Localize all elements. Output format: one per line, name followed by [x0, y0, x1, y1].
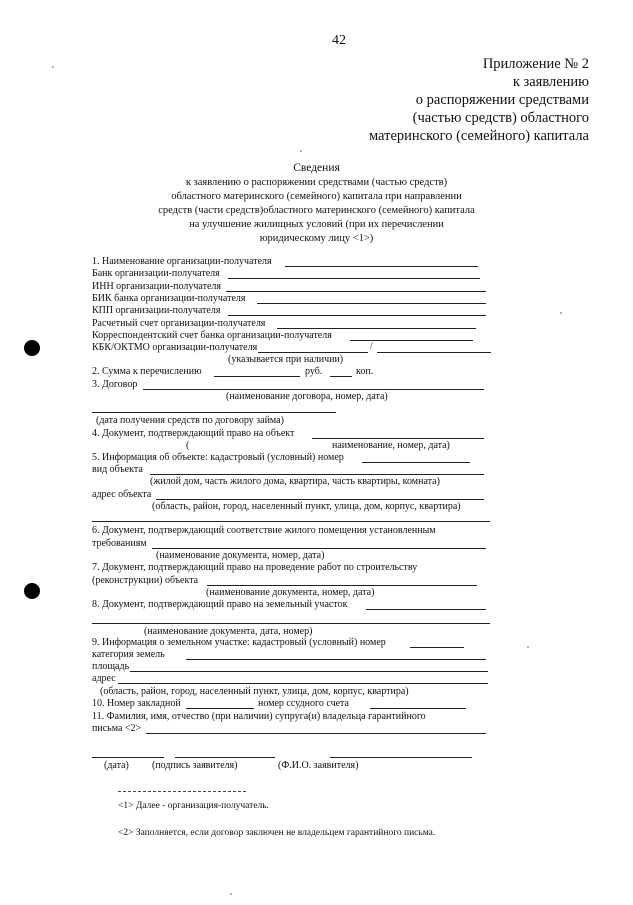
field-kbk-line[interactable] [258, 352, 368, 353]
appendix-line-2: к заявлению [512, 74, 589, 90]
field-object-address-line[interactable] [156, 499, 484, 500]
field-corr-account-line[interactable] [350, 340, 473, 341]
field-bank-label: Банк организации-получателя [92, 268, 220, 279]
field-land-right-doc-line-2[interactable] [92, 623, 490, 624]
field-land-area-label: площадь [92, 661, 130, 672]
field-sum-rub-line[interactable] [214, 376, 300, 377]
field-land-address-label: адрес [92, 673, 116, 684]
field-sum-rub-label: руб. [305, 366, 323, 377]
field-object-address-note: (область, район, город, населенный пункт, улица, дом, корпус, квартира) [152, 501, 461, 512]
field-land-area-line[interactable] [130, 671, 488, 672]
field-oktmo-line[interactable] [377, 352, 491, 353]
field-kpp-label: КПП организации-получателя [92, 305, 221, 316]
footnote-2: <2> Заполняется, если договор заключен не владельцем гарантийного письма. [118, 828, 436, 838]
field-housing-doc-label-1: 6. Документ, подтверждающий соответствие жилого помещения установленным [92, 525, 436, 536]
field-contract-note: (наименование договора, номер, дата) [226, 391, 388, 402]
field-land-address-note: (область, район, город, населенный пункт, улица, дом, корпус, квартира) [100, 686, 409, 697]
field-land-right-doc-label: 8. Документ, подтверждающий право на земельный участок [92, 599, 348, 610]
field-contract-label: 3. Договор [92, 379, 138, 390]
field-land-right-doc-note: (наименование документа, дата, номер) [144, 626, 313, 637]
field-object-address-label: адрес объекта [92, 489, 152, 500]
field-kpp-line[interactable] [228, 315, 486, 316]
field-loan-date-line[interactable] [92, 412, 336, 413]
title-line-3: областного материнского (семейного) капитала при направлении [171, 191, 462, 202]
field-construction-doc-label-2: (реконструкции) объекта [92, 575, 199, 586]
field-construction-doc-label-1: 7. Документ, подтверждающий право на проведение работ по строительству [92, 562, 418, 573]
field-account-line[interactable] [277, 328, 476, 329]
field-contract-line[interactable] [143, 389, 484, 390]
scan-speck [52, 66, 54, 68]
field-bik-line[interactable] [257, 303, 486, 304]
field-object-right-doc-note: наименование, номер, дата) [332, 440, 450, 451]
field-housing-doc-line[interactable] [152, 548, 486, 549]
footnote-separator [118, 791, 246, 792]
field-inn-label: ИНН организации-получателя [92, 281, 221, 292]
field-spouse-name-label-1: 11. Фамилия, имя, отчество (при наличии) супруга(и) владельца гарантийного [92, 711, 426, 722]
signature-date-caption: (дата) [104, 760, 129, 771]
field-object-cadastral-label: 5. Информация об объекте: кадастровый (условный) номер [92, 452, 344, 463]
appendix-line-3: о распоряжении средствами [415, 92, 589, 108]
field-kbk-label: КБК/ОКТМО организации-получателя [92, 342, 258, 353]
field-recipient-name-line[interactable] [285, 266, 478, 267]
field-spouse-name-line[interactable] [146, 733, 486, 734]
field-object-kind-label: вид объекта [92, 464, 143, 475]
signature-sign-caption: (подпись заявителя) [152, 760, 238, 771]
field-object-cadastral-line[interactable] [362, 462, 470, 463]
appendix-line-5: материнского (семейного) капитала [368, 128, 589, 144]
field-kbk-slash: / [370, 341, 373, 352]
field-bik-label: БИК банка организации-получателя [92, 293, 246, 304]
signature-sign-line[interactable] [175, 757, 275, 758]
field-object-right-doc-label: 4. Документ, подтверждающий право на объект [92, 428, 295, 439]
appendix-line-1: Приложение № 2 [482, 56, 589, 72]
field-construction-doc-note: (наименование документа, номер, дата) [206, 587, 375, 598]
field-inn-line[interactable] [226, 291, 486, 292]
field-sum-kop-label: коп. [356, 366, 374, 377]
field-mortgage-number-label: 10. Номер закладной [92, 698, 181, 709]
field-sum-kop-line[interactable] [330, 376, 352, 377]
field-object-address-line-2[interactable] [92, 521, 490, 522]
field-corr-account-label: Корреспондентский счет банка организации-получателя [92, 330, 332, 341]
appendix-line-4: (частью средств) областного [412, 110, 589, 126]
field-land-cadastral-line[interactable] [410, 647, 464, 648]
field-land-category-label: категория земель [92, 649, 165, 660]
field-sum-label: 2. Сумма к перечислению [92, 366, 202, 377]
title-line-4: средств (части средств)областного материнского (семейного) капитала [158, 205, 475, 216]
field-kbk-note: (указывается при наличии) [228, 354, 344, 365]
field-object-right-doc-note-open: ( [186, 440, 190, 451]
signature-fio-caption: (Ф.И.О. заявителя) [278, 760, 359, 771]
field-object-kind-note: (жилой дом, часть жилого дома, квартира, часть квартиры, комната) [150, 476, 440, 487]
field-land-category-line[interactable] [186, 659, 486, 660]
field-account-label: Расчетный счет организации-получателя [92, 318, 266, 329]
title-line-6: юридическому лицу <1>) [259, 233, 374, 244]
field-spouse-name-label-2: письма <2> [92, 723, 142, 734]
field-mortgage-number-line[interactable] [186, 708, 254, 709]
scan-speck [527, 646, 529, 648]
punch-hole-bottom [24, 583, 40, 599]
signature-fio-line[interactable] [330, 757, 472, 758]
footnote-1: <1> Далее - организация-получатель. [118, 801, 269, 811]
field-object-kind-line[interactable] [150, 474, 484, 475]
signature-date-line[interactable] [92, 757, 164, 758]
page-number: 42 [332, 33, 346, 48]
field-land-cadastral-label: 9. Информация о земельном участке: кадастровый (условный) номер [92, 637, 386, 648]
scan-speck [560, 312, 562, 314]
field-loan-account-line[interactable] [370, 708, 466, 709]
punch-hole-top [24, 340, 40, 356]
title-line-5: на улучшение жилищных условий (при их перечислении [189, 219, 444, 230]
field-housing-doc-label-2: требованиям [92, 538, 147, 549]
field-housing-doc-note: (наименование документа, номер, дата) [156, 550, 325, 561]
field-recipient-name-label: 1. Наименование организации-получателя [92, 256, 272, 267]
field-object-right-doc-line[interactable] [312, 438, 484, 439]
title-heading: Сведения [293, 162, 340, 174]
field-loan-date-note: (дата получения средств по договору займа) [96, 415, 284, 426]
field-loan-account-label: номер ссудного счета [258, 698, 349, 709]
scan-speck [230, 893, 232, 895]
field-construction-doc-line[interactable] [207, 585, 477, 586]
field-land-address-line[interactable] [118, 683, 488, 684]
scan-speck [300, 150, 302, 152]
field-bank-line[interactable] [228, 278, 480, 279]
field-land-right-doc-line[interactable] [366, 609, 486, 610]
title-line-2: к заявлению о распоряжении средствами (частью средств) [185, 177, 448, 188]
